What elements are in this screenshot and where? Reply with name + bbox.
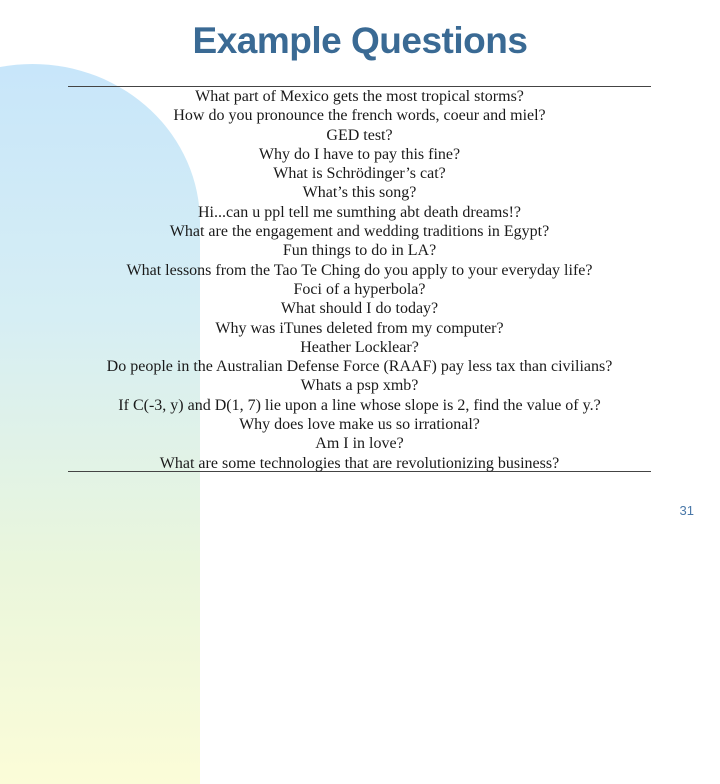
question-item: Am I in love? xyxy=(315,435,404,453)
question-item: Foci of a hyperbola? xyxy=(293,280,426,298)
question-item: What is Schrödinger’s cat? xyxy=(273,165,446,183)
question-item: Heather Locklear? xyxy=(300,338,419,356)
questions-list xyxy=(68,87,651,473)
question-item: Whats a psp xmb? xyxy=(300,377,419,395)
question-item: Why was iTunes deleted from my computer? xyxy=(215,319,504,337)
question-item: Hi...can u ppl tell me sumthing abt death dreams!? xyxy=(197,203,522,221)
question-item: What are the engagement and wedding traditions in Egypt? xyxy=(169,223,550,241)
question-item: What lessons from the Tao Te Ching do you apply to your everyday life? xyxy=(126,261,593,279)
question-item: What should I do today? xyxy=(280,300,439,318)
question-item: Fun things to do in LA? xyxy=(282,242,437,260)
slide-title: Example Questions xyxy=(192,20,528,61)
question-item: What’s this song? xyxy=(302,184,417,202)
question-item: Why do I have to pay this fine? xyxy=(258,145,461,163)
question-item: GED test? xyxy=(326,126,393,144)
question-item: What are some technologies that are revolutionizing business? xyxy=(159,454,560,472)
question-item: What part of Mexico gets the most tropical storms? xyxy=(195,88,524,105)
question-item: How do you pronounce the french words, coeur and miel? xyxy=(173,107,546,125)
question-item: If C(-3, y) and D(1, 7) lie upon a line whose slope is 2, find the value of y.? xyxy=(118,396,601,414)
page-number: 31 xyxy=(679,503,694,518)
question-item: Do people in the Australian Defense Force (RAAF) pay less tax than civilians? xyxy=(106,358,613,376)
question-item: Why does love make us so irrational? xyxy=(239,416,480,434)
questions-table xyxy=(68,86,651,472)
